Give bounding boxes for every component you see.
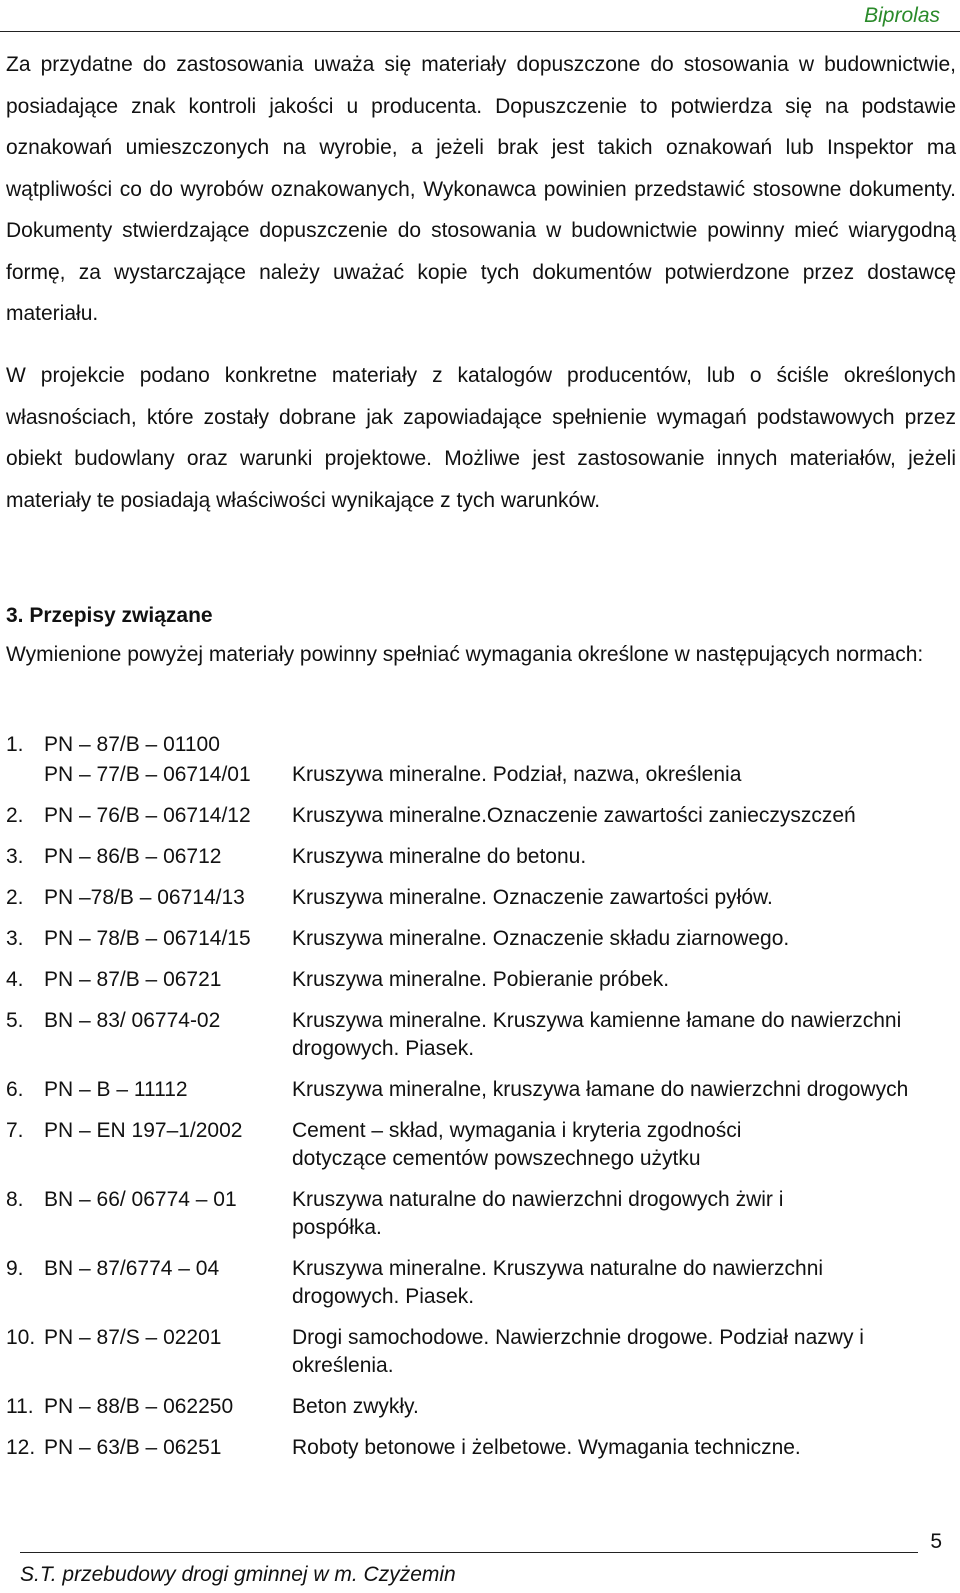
norm-code: PN – 86/B – 06712 <box>44 845 222 868</box>
norm-row <box>6 925 946 953</box>
norm-row <box>6 761 946 789</box>
norm-code: BN – 83/ 06774-02 <box>44 1009 221 1032</box>
norm-description: Kruszywa mineralne. Kruszywa kamienne łamane do nawierzchni drogowych. Piasek. <box>292 1009 902 1060</box>
norm-row <box>6 1324 946 1380</box>
norm-code: PN – 87/S – 02201 <box>44 1326 222 1349</box>
norm-code: PN – 63/B – 06251 <box>44 1436 222 1459</box>
norm-description: Kruszywa mineralne. Pobieranie próbek. <box>292 968 670 991</box>
norm-code: PN –78/B – 06714/13 <box>44 886 245 909</box>
header-brand: Biprolas <box>864 4 940 27</box>
norm-description: Kruszywa mineralne.Oznaczenie zawartości zanieczyszczeń <box>292 804 856 827</box>
norm-code: PN – 78/B – 06714/15 <box>44 927 251 950</box>
norm-number: 11. <box>6 1395 34 1418</box>
norm-row <box>6 731 946 759</box>
norm-description: Kruszywa mineralne. Podział, nazwa, określenia <box>292 763 742 786</box>
section-intro: Wymienione powyżej materiały powinny spełniać wymagania określone w następujących normach: <box>6 643 924 666</box>
section-heading: 3. Przepisy związane <box>6 604 213 627</box>
norm-code: PN – 88/B – 062250 <box>44 1395 234 1418</box>
norm-description: Drogi samochodowe. Nawierzchnie drogowe. Podział nazwy i określenia. <box>292 1326 864 1377</box>
norm-number: 3. <box>6 927 24 950</box>
norm-number: 2. <box>6 886 24 909</box>
norm-row <box>6 802 946 830</box>
norm-code: BN – 66/ 06774 – 01 <box>44 1188 237 1211</box>
page-number: 5 <box>930 1530 942 1553</box>
norm-number: 7. <box>6 1119 24 1142</box>
norm-row <box>6 1117 946 1173</box>
footer-title: S.T. przebudowy drogi gminnej w m. Czyżemin <box>20 1563 456 1586</box>
norm-number: 5. <box>6 1009 24 1032</box>
paragraph-project-materials: W projekcie podano konkretne materiały z katalogów producentów, lub o ściśle określonych własnościach, które zostały dobrane jak zapowiadające spełnienie wymagań podstawowych przez obiekt budowlany oraz warunki projektowe. Możliwe jest zastosowanie innych materiałów, jeżeli materiały te posiadają właściwości wynikające z tych warunków. <box>6 364 956 512</box>
footer-rule <box>20 1552 918 1553</box>
norm-number <box>6 761 44 789</box>
norm-code: PN – 87/B – 06721 <box>44 968 222 991</box>
paragraph-admission: Za przydatne do zastosowania uważa się materiały dopuszczone do stosowania w budownictwie, posiadające znak kontroli jakości u producenta. Dopuszczenie to potwierdza się na podstawie oznakowań umieszczonych na wyrobie, a jeżeli brak jest takich oznakowań lub Inspektor ma wątpliwości co do wyrobów oznakowanych, Wykonawca powinien przedstawić stosowne dokumenty. Dokumenty stwierdzające dopuszczenie do stosowania w budownictwie powinny mieć wiarygodną formę, za wystarczające należy uważać kopie tych dokumentów potwierdzone przez dostawcę materiału. <box>6 53 956 325</box>
page-header <box>0 0 960 33</box>
norm-description <box>292 731 912 759</box>
norm-number: 1. <box>6 733 24 756</box>
norm-row <box>6 843 946 871</box>
norm-number: 8. <box>6 1188 24 1211</box>
norm-description: Kruszywa mineralne do betonu. <box>292 845 587 868</box>
norm-description: Kruszywa mineralne. Oznaczenie zawartości pyłów. <box>292 886 773 909</box>
norm-code: PN – 76/B – 06714/12 <box>44 804 251 827</box>
norm-description: Kruszywa mineralne. Oznaczenie składu ziarnowego. <box>292 927 790 950</box>
norm-number: 3. <box>6 845 24 868</box>
norm-number: 10. <box>6 1326 36 1349</box>
norm-row <box>6 1393 946 1421</box>
norm-number: 12. <box>6 1436 36 1459</box>
norm-code: PN – B – 11112 <box>44 1078 188 1101</box>
norm-description: Kruszywa naturalne do nawierzchni drogowych żwir i pospółka. <box>292 1188 784 1239</box>
norms-list <box>6 731 946 1462</box>
norm-code: PN – EN 197–1/2002 <box>44 1119 243 1142</box>
norm-code: PN – 77/B – 06714/01 <box>44 763 251 786</box>
norm-code: PN – 87/B – 01100 <box>44 733 220 756</box>
norm-description: Kruszywa mineralne. Kruszywa naturalne do nawierzchni drogowych. Piasek. <box>292 1257 824 1308</box>
norm-number: 2. <box>6 804 24 827</box>
norm-row <box>6 1186 946 1242</box>
norm-row <box>6 1434 946 1462</box>
norm-code: BN – 87/6774 – 04 <box>44 1257 220 1280</box>
norm-description: Beton zwykły. <box>292 1395 419 1418</box>
norm-row <box>6 1007 946 1063</box>
norm-row <box>6 966 946 994</box>
norm-row <box>6 1076 946 1104</box>
norm-number: 9. <box>6 1257 24 1280</box>
header-rule <box>0 31 960 32</box>
norm-row <box>6 1255 946 1311</box>
norm-description: Kruszywa mineralne, kruszywa łamane do nawierzchni drogowych <box>292 1078 909 1101</box>
norm-number: 6. <box>6 1078 24 1101</box>
norm-row <box>6 884 946 912</box>
norm-number: 4. <box>6 968 24 991</box>
norm-description: Cement – skład, wymagania i kryteria zgodności dotyczące cementów powszechnego użytku <box>292 1119 742 1170</box>
norm-description: Roboty betonowe i żelbetowe. Wymagania techniczne. <box>292 1436 801 1459</box>
